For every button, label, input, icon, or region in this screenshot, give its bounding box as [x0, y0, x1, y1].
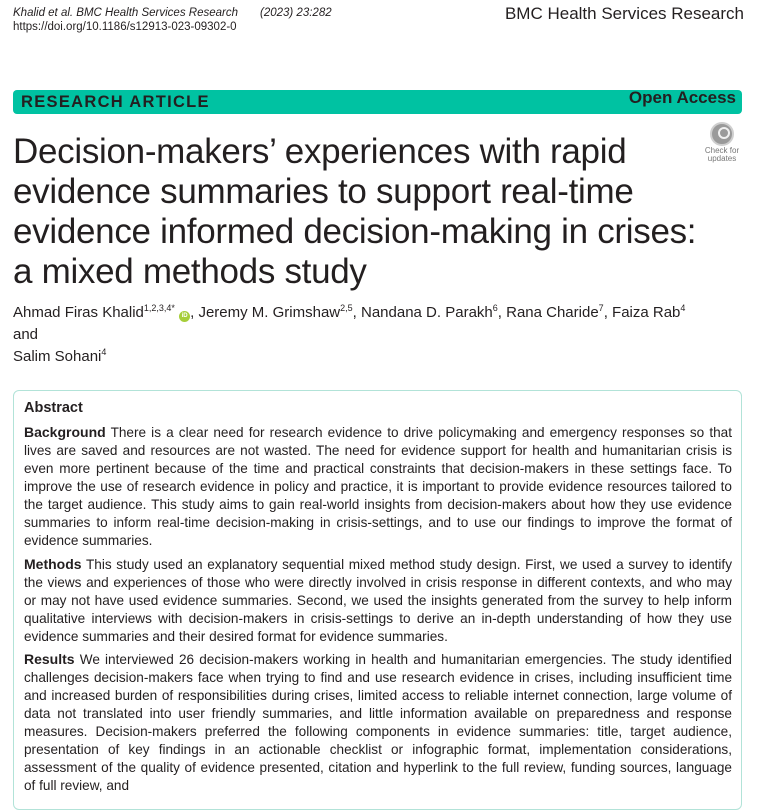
author-name[interactable]: Faiza Rab [612, 304, 681, 321]
author-list: Ahmad Firas Khalid$^{1,2,3,4*}$ iD , Jeremy M. Grimshaw$^{2,5}$, Nandana D. Parakh$^6$, Rana Charide$^7$, Faiza Rab$^4$ and Salim Sohani$^4$ [13, 303, 686, 365]
author-affiliation: 6 [492, 303, 498, 313]
results-label: Results [24, 651, 75, 667]
author-name[interactable]: Salim Sohani [13, 348, 102, 365]
abstract-methods [24, 555, 732, 646]
author-affiliation: 4 [101, 347, 107, 357]
check-for-updates-badge[interactable] [700, 122, 742, 164]
methods-text: This study used an explanatory sequential mixed method study design. First, we used a survey to identify the views and experiences of those who were directly involved in crisis response in different contexts, and who may or may not have used evidence summaries. Second, we used the insights generated from the survey to help inform qualitative interviews with decision-makers in crisis-settings to derive an in-depth understanding of how they use evidence summaries and their desired format for evidence summaries. [24, 557, 732, 644]
year-volume: (2023) 23:282 [260, 7, 332, 19]
open-access-label: Open Access [628, 88, 736, 107]
doi-link[interactable]: https://doi.org/10.1186/s12913-023-09302-0 [13, 21, 237, 33]
journal-name: BMC Health Services Research [504, 4, 744, 23]
author-name[interactable]: Jeremy M. Grimshaw [198, 304, 341, 321]
author-affiliation: 4 [680, 303, 686, 313]
results-text: We interviewed 26 decision-makers working in health and humanitarian emergencies. The study identified challenges decision-makers face when trying to find and use research evidence in crises, including insufficient time and increased burden of responsibilities during crises, limited access to reliable internet connection, large volume of data not translated into user friendly summaries, and little information available on preparedness and response measures. Decision-makers preferred the following components in evidence summaries: title, target audience, presentation of key findings in an actionable checklist or infographic format, implementation considerations, assessment of the quality of evidence presented, citation and hyperlink to the full review, funding sources, language of full review, and [24, 652, 732, 793]
abstract-heading: Abstract [24, 400, 83, 416]
background-text: There is a clear need for research evidence to drive policymaking and emergency responses so that lives are saved and resources are not wasted. The need for evidence support for health and humanitarian crisis is even more pertinent because of the time and practical constraints that decision-makers in these settings face. To improve the use of research evidence in policy and practice, it is important to provide evidence resources tailored to the target audience. This study aims to gain real-world insights from decision-makers about how they use evidence summaries to inform real-time decision-making in crisis-settings, and to use our findings to improve the format of evidence summaries. [24, 425, 733, 548]
citation-line [13, 6, 332, 20]
author-name[interactable]: Nandana D. Parakh [361, 304, 493, 321]
abstract-results [24, 650, 732, 795]
check-for-updates-icon [710, 122, 734, 146]
author-name[interactable]: Ahmad Firas Khalid [13, 304, 144, 321]
author-affiliation: 1,2,3,4* [143, 303, 175, 313]
citation: Khalid et al. BMC Health Services Research [13, 7, 238, 19]
author-affiliation: 2,5 [340, 303, 353, 313]
background-label: Background [24, 424, 106, 440]
author-name[interactable]: Rana Charide [506, 304, 599, 321]
running-header [13, 6, 332, 34]
check-for-updates-text: Check for updates [704, 146, 740, 163]
article-type: RESEARCH ARTICLE [21, 93, 210, 111]
article-type-banner [13, 90, 742, 114]
abstract-box [13, 390, 742, 810]
methods-label: Methods [24, 556, 82, 572]
author-affiliation: 7 [598, 303, 604, 313]
abstract-background [24, 423, 732, 550]
author-conjunction: and [13, 326, 39, 343]
orcid-icon[interactable]: iD [179, 311, 190, 322]
article-title: Decision-makers’ experiences with rapid evidence summaries to support real-time evidence informed decision-making in crises: a mixed methods study [13, 132, 697, 291]
